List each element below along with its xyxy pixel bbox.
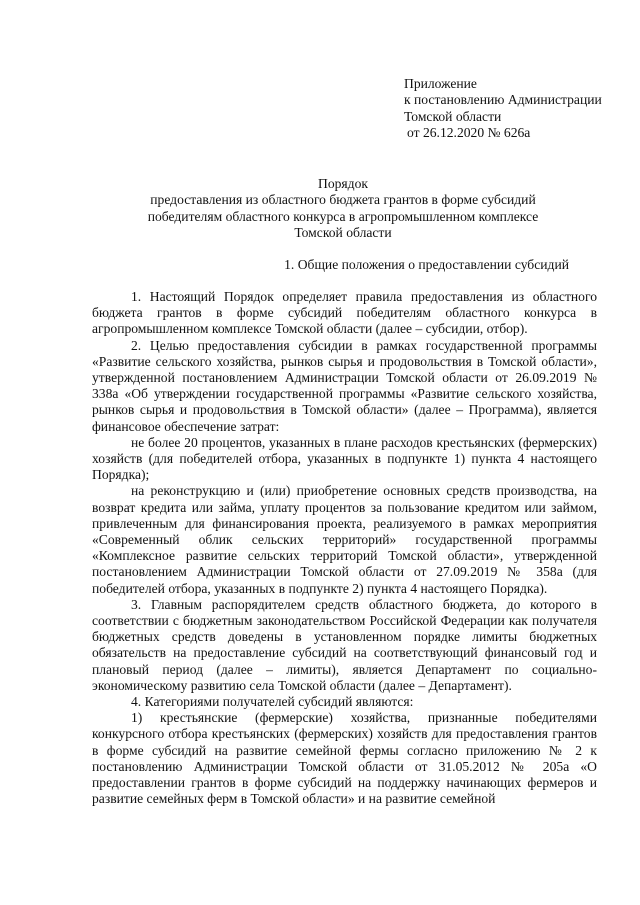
appendix-line-4: от 26.12.2020 № 626а	[407, 125, 531, 141]
paragraph-3: не более 20 процентов, указанных в плане расходов крестьянских (фермерских) хозяйств (для победителей отбора, указанных в подпункте 1) пункта 4 настоящего Порядка);	[92, 434, 597, 483]
section-heading: 1. Общие положения о предоставлении субсидий	[284, 257, 569, 272]
paragraph-5: 3. Главным распорядителем средств областного бюджета, до которого в соответствии с бюджетным законодательством Российской Федерации как получателя бюджетных средств доведены в установленном порядке лимиты бюджетных обязательств на предоставление субсидий на соответствующий финансовый год и плановый период (далее – лимиты), является Департамент по социально-экономическому развитию села Томской области (далее – Департамент).	[92, 596, 597, 693]
paragraph-1: 1. Настоящий Порядок определяет правила предоставления из областного бюджета грантов в форме субсидий победителям областного конкурса в агропромышленном комплексе Томской области (далее – субсидии, отбор).	[92, 289, 597, 337]
appendix-line-3: Томской области	[404, 108, 502, 124]
title-line-3: победителям областного конкурса в агропромышленном комплексе	[147, 208, 539, 224]
title-line-2: предоставления из областного бюджета грантов в форме субсидий	[150, 192, 536, 208]
appendix-line-1: Приложение	[404, 76, 477, 91]
paragraph-4: на реконструкцию и (или) приобретение основных средств производства, на возврат кредита или займа, уплату процентов за пользование кредитом или займом, привлеченным для финансирования проекта, реализуемого в рамках мероприятия «Современный облик сельских территорий» государственной программы «Комплексное развитие сельских территорий Томской области», утвержденной постановлением Администрации Томской области от 27.09.2019 № 358а (для победителей отбора, указанных в подпункте 2) пункта 4 настоящего Порядка).	[92, 483, 597, 596]
appendix-note	[404, 76, 602, 142]
paragraph-6: 4. Категориями получателей субсидий являются:	[131, 694, 414, 710]
title-line-1: Порядок	[318, 176, 368, 191]
paragraph-2: 2. Целью предоставления субсидии в рамках государственной программы «Развитие сельского хозяйства, рынков сырья и продовольствия в Томской области», утвержденной постановлением Администрации Томской области от 26.09.2019 № 338а «Об утверждении государственной программы «Развитие сельского хозяйства, рынков сырья и продовольствия в Томской области» (далее – Программа), является финансовое обеспечение затрат:	[92, 337, 597, 434]
document-body	[92, 289, 597, 808]
document-title	[92, 176, 594, 242]
title-line-4: Томской области	[294, 225, 392, 241]
paragraph-7: 1) крестьянские (фермерские) хозяйства, признанные победителями конкурсного отбора крестьянских (фермерских) хозяйств для предоставления грантов в форме субсидий на развитие семейной фермы согласно приложению № 2 к постановлению Администрации Томской области от 31.05.2012 № 205а «О предоставлении грантов в форме субсидий на поддержку начинающих фермеров и развитие семейных ферм в Томской области» и на развитие семейной	[92, 710, 597, 807]
appendix-line-2: к постановлению Администрации	[404, 92, 602, 108]
